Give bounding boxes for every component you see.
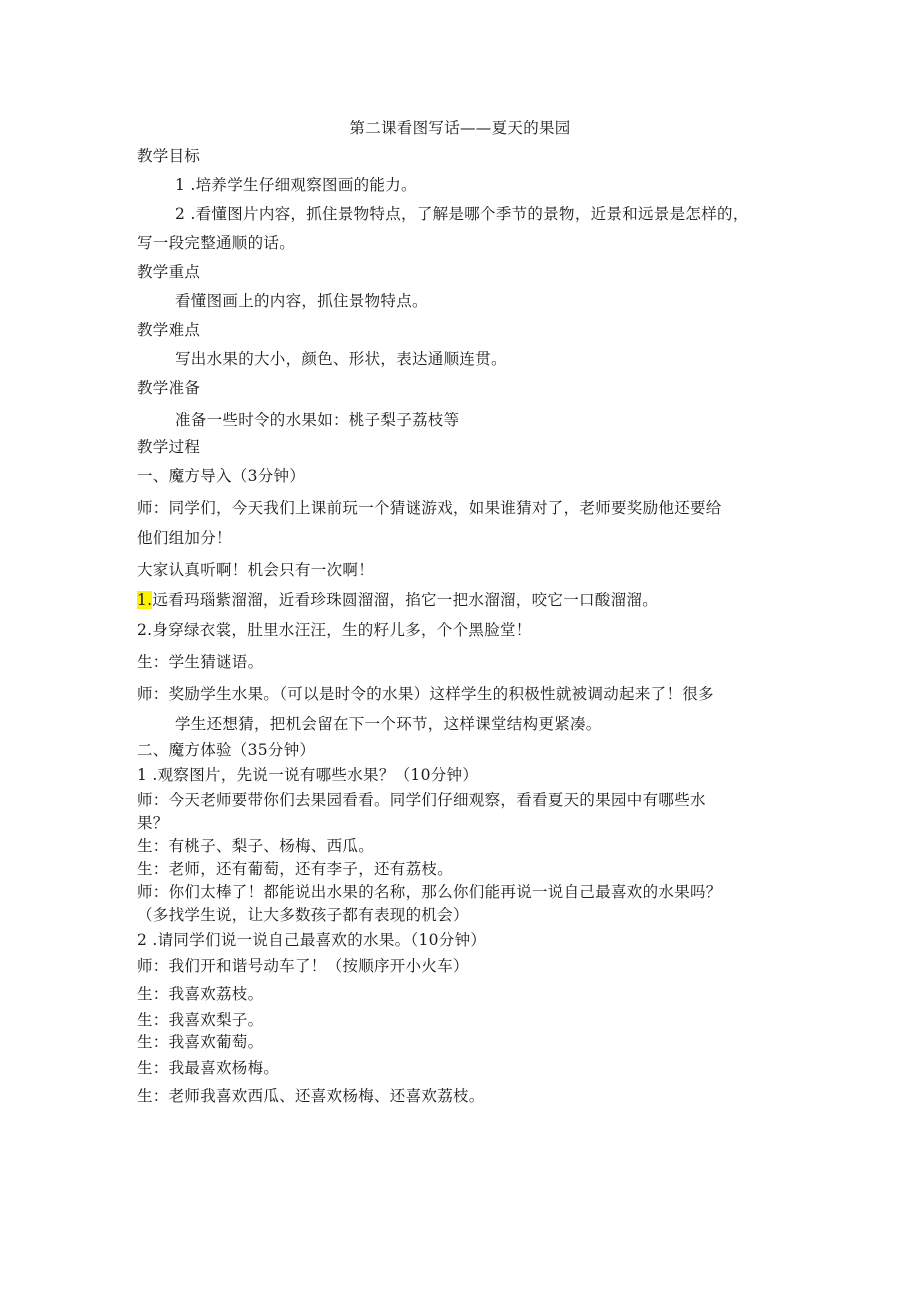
riddle-2: 2.身穿绿衣裳，肚里水汪汪，生的籽儿多，个个黑脸堂！ (137, 621, 532, 639)
section-heading-process: 教学过程 (137, 438, 201, 456)
objective-1: 1 .培养学生仔细观察图画的能力。 (175, 176, 417, 194)
paragraph-line: 2 .请同学们说一说自己最喜欢的水果。（10分钟） (137, 931, 487, 949)
paragraph-line: 生：我喜欢荔枝。 (137, 985, 264, 1003)
objective-2: 2 .看懂图片内容，抓住景物特点，了解是哪个季节的景物，近景和远景是怎样的， (175, 205, 749, 223)
document-title: 第二课看图写话——夏天的果园 (349, 119, 571, 137)
paragraph-line: 果？ (137, 814, 169, 832)
paragraph-line: 大家认真听啊！机会只有一次啊！ (137, 561, 375, 579)
section-heading-key-points: 教学重点 (137, 263, 201, 281)
paragraph-line: 生：老师我喜欢西瓜、还喜欢杨梅、还喜欢荔枝。 (137, 1087, 485, 1105)
paragraph-line: 师：你们太棒了！都能说出水果的名称，那么你们能再说一说自己最喜欢的水果吗？ (137, 883, 722, 901)
paragraph-line: 师：我们开和谐号动车了！（按顺序开小火车） (137, 957, 469, 975)
riddle-1-text: 远看玛瑙紫溜溜，近看珍珠圆溜溜，掐它一把水溜溜，咬它一口酸溜溜。 (152, 591, 658, 609)
objective-2-cont: 写一段完整通顺的话。 (137, 234, 296, 252)
key-points-text: 看懂图画上的内容，抓住景物特点。 (175, 292, 428, 310)
paragraph-line: 学生还想猜，把机会留在下一个环节，这样课堂结构更紧凑。 (175, 715, 602, 733)
paragraph-line: 师：同学们，今天我们上课前玩一个猜谜游戏，如果谁猜对了，老师要奖励他还要给 (137, 499, 722, 517)
section-heading-preparation: 教学准备 (137, 379, 201, 397)
riddle-1 (137, 590, 658, 610)
part-two-heading: 二、魔方体验（35分钟） (137, 741, 316, 759)
paragraph-line: 师：奖励学生水果。（可以是时令的水果）这样学生的积极性就被调动起来了！很多 (137, 685, 714, 703)
paragraph-line: 生：学生猜谜语。 (137, 653, 264, 671)
paragraph-line: 生：有桃子、梨子、杨梅、西瓜。 (137, 837, 375, 855)
paragraph-line: （多找学生说，让大多数孩子都有表现的机会） (137, 906, 469, 924)
section-heading-difficulties: 教学难点 (137, 321, 201, 339)
highlighted-number: 1. (137, 591, 153, 609)
section-heading-objectives: 教学目标 (137, 147, 201, 165)
part-one-heading: 一、魔方导入（3分钟） (137, 467, 306, 485)
paragraph-line: 师：今天老师要带你们去果园看看。同学们仔细观察，看看夏天的果园中有哪些水 (137, 791, 706, 809)
difficulties-text: 写出水果的大小，颜色、形状，表达通顺连贯。 (175, 350, 507, 368)
paragraph-line: 1 .观察图片，先说一说有哪些水果？（10分钟） (137, 766, 479, 784)
preparation-text: 准备一些时令的水果如：桃子梨子荔枝等 (175, 411, 460, 429)
paragraph-line: 生：我喜欢梨子。 (137, 1011, 264, 1029)
paragraph-line: 生：我最喜欢杨梅。 (137, 1059, 280, 1077)
paragraph-line: 生：老师，还有葡萄，还有李子，还有荔枝。 (137, 860, 454, 878)
paragraph-line: 生：我喜欢葡萄。 (137, 1033, 264, 1051)
paragraph-line: 他们组加分！ (137, 529, 232, 547)
